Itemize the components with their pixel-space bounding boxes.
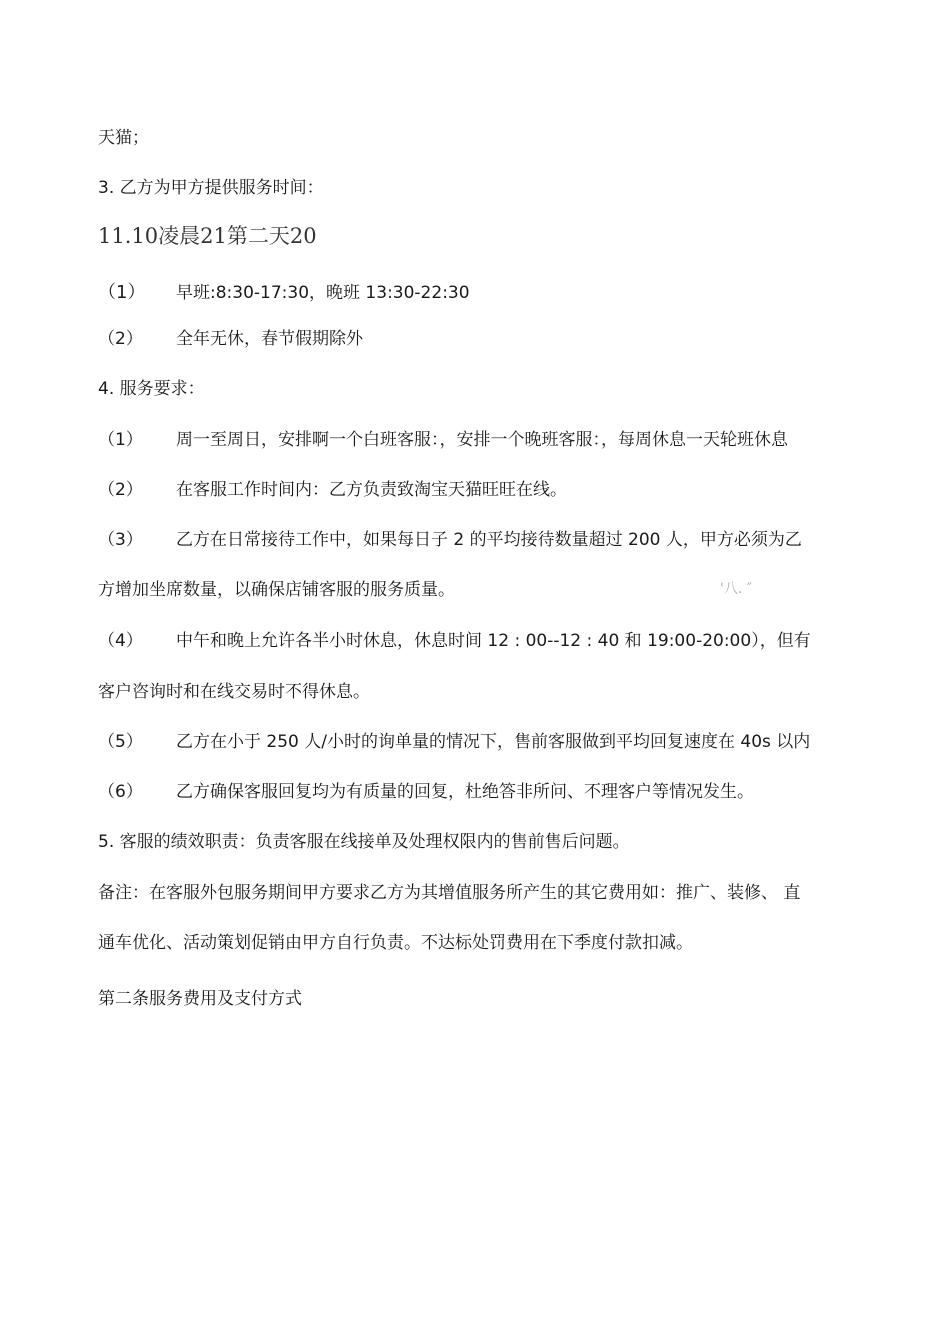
item-text: 在客服工作时间内：乙方负责致淘宝天猫旺旺在线。 [176,480,567,500]
requirement-item [98,479,858,501]
requirement-item [98,781,858,803]
item-text: 全年无休，春节假期除外 [176,329,363,349]
remark-line: 备注：在客服外包服务期间甲方要求乙方为其增值服务所产生的其它费用如：推广、装修、 直 [98,883,801,903]
requirement-item [98,429,858,451]
item-number: （5） [98,732,143,752]
item-text: 周一至周日，安排啊一个白班客服：，安排一个晚班客服：，每周休息一天轮班休息 [176,430,788,450]
requirement-item [98,731,858,753]
requirement-item [98,529,858,551]
section-heading-requirements: 4. 服务要求： [98,379,205,399]
item-number: （4） [98,631,143,651]
requirement-item [98,630,858,652]
item-number: （2） [98,480,143,500]
schedule-item [98,328,858,350]
item-text: 乙方在日常接待工作中，如果每日子 2 的平均接待数量超过 200 人，甲方必须为乙 [176,530,802,550]
item-number: （2） [98,329,143,349]
text-line: 客户咨询时和在线交易时不得休息。 [98,682,370,702]
item-text: 早班:8:30-17:30，晚班 13:30-22:30 [176,283,470,303]
stray-mark: '八. ″ [720,581,752,597]
handwritten-note: 11.10凌晨21第二天20 [98,224,317,248]
schedule-item [98,282,858,304]
remark-line: 通车优化、活动策划促销由甲方自行负责。不达标处罚费用在下季度付款扣减。 [98,933,693,953]
text-line: 天猫； [98,128,149,148]
item-text: 中午和晚上允许各半小时休息，休息时间 12 : 00--12 : 40 和 19:00-20:00），但有 [176,631,811,651]
item-text: 乙方确保客服回复均为有质量的回复，杜绝答非所问、不理客户等情况发生。 [176,782,754,802]
section-performance: 5. 客服的绩效职责：负责客服在线接单及处理权限内的售前售后问题。 [98,832,630,852]
item-number: （3） [98,530,143,550]
item-text: 乙方在小于 250 人/小时的询单量的情况下，售前客服做到平均回复速度在 40s 以内 [176,732,811,752]
item-number: （1） [98,430,143,450]
text-line: 方增加坐席数量，以确保店铺客服的服务质量。 [98,580,455,600]
section-heading-fees: 第二条服务费用及支付方式 [98,989,302,1009]
item-number: （1） [98,282,146,303]
section-heading-service-time: 3. 乙方为甲方提供服务时间： [98,178,324,198]
item-number: （6） [98,782,143,802]
